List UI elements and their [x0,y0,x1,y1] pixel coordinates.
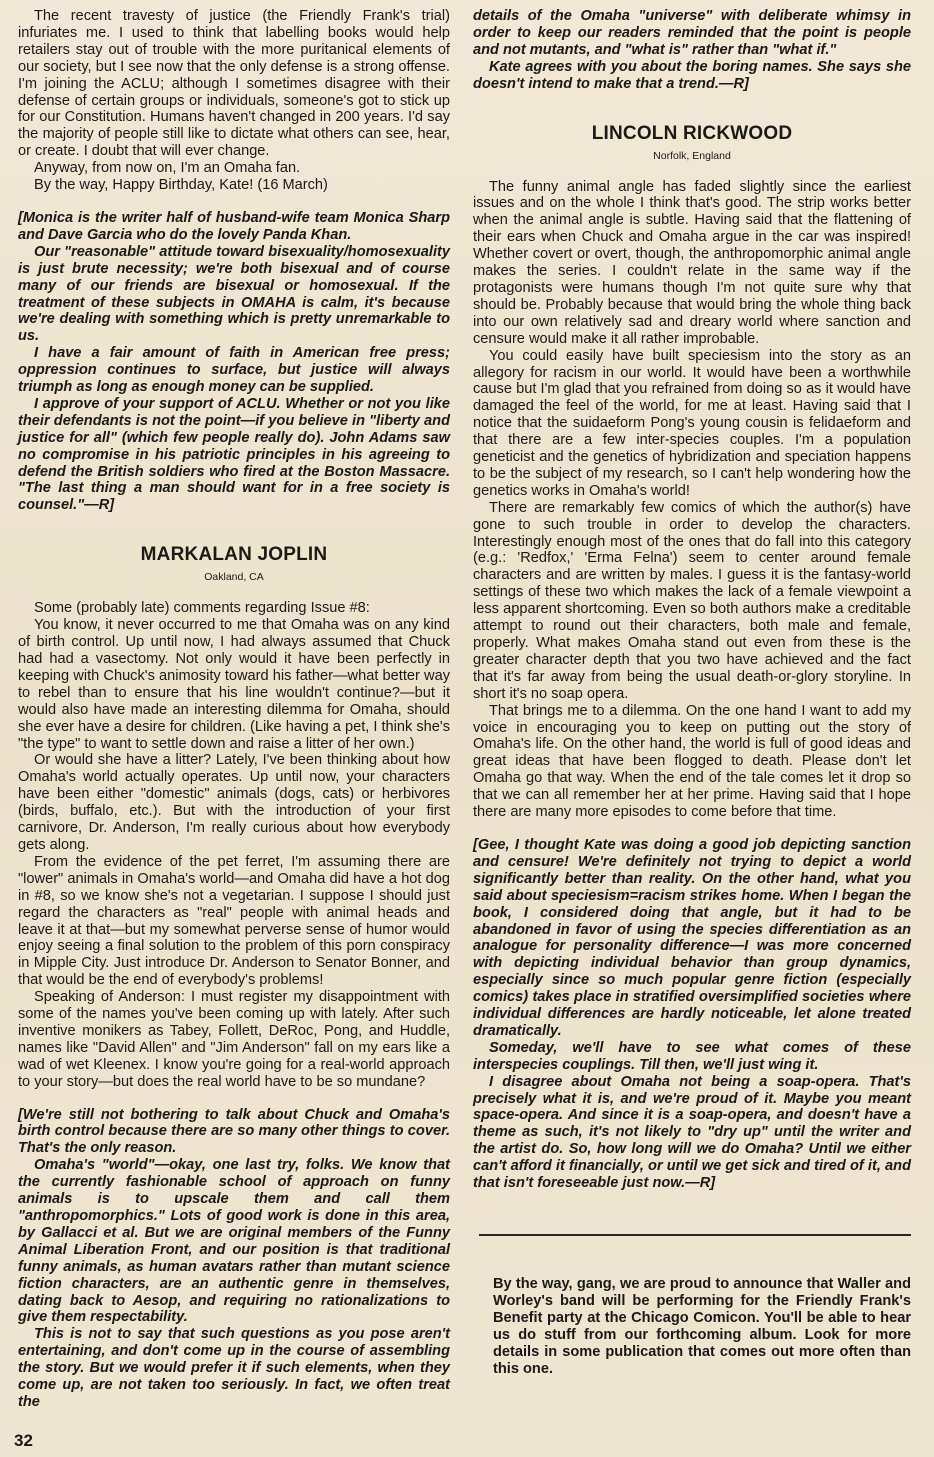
announcement-text: By the way, gang, we are proud to announce that Waller and Worley's band will be performing for the Friendly Frank's Benefit party at the Chicago Comicon. You'll be able to hear us do stuff from our forthcoming album. Look for more details in some publication that comes out more often than this one. [493,1276,911,1377]
reply-paragraph: This is not to say that such questions as you pose aren't entertaining, and don't come up in the course of assembling the story. But we would prefer it if such elements, when they come up, are not taken too seriously. In fact, we often treat the [18,1326,450,1410]
letter-writer-name: LINCOLN RICKWOOD [591,122,793,144]
announcement [473,1276,911,1377]
letter-paragraph: You know, it never occurred to me that Omaha was on any kind of birth control. Up until now, I had always assumed that Chuck had had a vasectomy. Not only would it have been perfectly in keeping with Chuck's animosity toward his father—what better way to rebel than to ensure that his line wouldn't continue?—but it would also have made an interesting dilemma for Omaha, should she ever have a desire for children. (Like having a pet, I think she's "the type" to want to settle down and raise a litter of her own.) [18,617,450,752]
letter-paragraph: Speaking of Anderson: I must register my disappointment with some of the names you've been coming up with lately. After such inventive monikers as Tabey, Follett, DeRoc, Pong, and Huddle, names like "David Allen" and "Jim Anderson" fall on my ears like a wad of wet Kleenex. I know you're going for a real-world approach to your story—but does the real world have to be so mundane? [18,989,450,1090]
letter-paragraph: By the way, Happy Birthday, Kate! (16 March) [34,177,328,194]
editor-reply-1 [18,210,450,514]
letter-writer-name: MARKALAN JOPLIN [140,544,328,566]
letter-paragraph: The recent travesty of justice (the Friendly Frank's trial) infuriates me. I used to think that labelling books would help retailers stay out of trouble with the more puritanical elements of our society, but I see now that the only defense is a strong offense. I'm joining the ACLU; although I sometimes disagree with their defense of certain groups or individuals, someone's got to stick up for our Constitution. Humans haven't changed in 200 years. I'd say the majority of people still like to dictate what others can see, hear, or create. I doubt that will ever change. [18,8,450,160]
right-column [473,8,911,1377]
letter-monica-sharp [18,8,450,194]
letter-paragraph: The funny animal angle has faded slightly since the earliest issues and on the whole I think that's good. The strip works better when the animal angle is subtle. Having said that the flattening of their ears when Chuck and Omaha argue in the car was inspired! Whether covert or overt, though, the anthropomorphic animal angle makes the series. I couldn't relate in the same way if the protagonists were humans though I'm not quite sure why that should be. Probably because that would bring the whole thing back into our own relatively sad and dreary world where sanction and censure would make it all rather improbable. [473,178,911,347]
reply-paragraph: Omaha's "world"—okay, one last try, folks. We know that the currently fashionable school of approach on funny animals is to upscale them and call them "anthropomorphics." Lots of good work is done in this area, by Gallacci et al. But we are original members of the Funny Animal Liberation Front, and our position is that traditional funny animals, as human avatars rather than mutant science fiction characters, are an authentic genre in themselves, dating back to Aesop, and requiring no rationalizations to give them respectability. [18,1157,450,1326]
left-column [18,8,450,1411]
letter-paragraph: From the evidence of the pet ferret, I'm assuming there are "lower" animals in Omaha's world—and Omaha did have a hot dog in #8, so we know she's not a vegetarian. I suppose I should just regard the characters as "real" people with animal heads and leave it at that—but my somewhat perverse sense of humor would enjoy seeing a final solution to the problem of this porn conspiracy in Mipple City. Just introduce Dr. Anderson to Senator Bonner, and that would be the end of everybody's problems! [18,853,450,989]
letter-writer-location: Oakland, CA [204,571,264,584]
reply-paragraph: [Monica is the writer half of husband-wife team Monica Sharp and Dave Garcia who do the lovely Panda Khan. [18,209,450,243]
letter-lincoln-rickwood [473,179,911,821]
editor-reply-2-continued [473,8,911,93]
letter-paragraph: Some (probably late) comments regarding Issue #8: [34,600,370,617]
letter-paragraph: You could easily have built speciesism into the story as an allegory for racism in our world. It would have been a worthwhile cause but I'm glad that you refrained from doing so as it would have damaged the feel of the world, for me at least. Having said that I notice that the suidaeform Pong's young cousin is felidaeform and that there are a few inter-species couples. I'm a population geneticist and the genetics of hybridization and speciation happens to be the subject of my research, so I can't help wondering how the genetics works in Omaha's world! [473,347,911,499]
letter-paragraph: There are remarkably few comics of which the author(s) have gone to such trouble in order to develop the characters. Interestingly enough most of the ones that do fall into this category (e.g.: 'Redfox,' 'Erma Felna') seem to center around female characters and are written by males. I guess it is the fantasy-world settings of these two which makes the lack of a female viewpoint a less apparent shortcoming. Even so both authors make a creditable attempt to round out their characters, both male and female, properly. What makes Omaha stand out even from these is the greater character depth that you two have achieved and the fact that it's far away from being the usual death-or-glory storyline. In short it's no soap opera. [473,499,911,702]
reply-paragraph: Someday, we'll have to see what comes of these interspecies couplings. Till then, we'll just wing it. [473,1039,911,1073]
reply-paragraph: [Gee, I thought Kate was doing a good job depicting sanction and censure! We're definitely not trying to depict a world significantly better than reality. On the other hand, what you said about speciesism=racism strikes home. When I began the book, I considered doing that angle, but it had to be abandoned in favor of using the species differentiation as an analogue for personality difference—I was more concerned with depicting individual behavior than group dynamics, especially since so much popular genre fiction (especially comics) takes place in stratified oversimplified societies where individual differences are hardly noticeable, let alone treated dramatically. [473,836,911,1039]
letter-paragraph: That brings me to a dilemma. On the one hand I want to add my voice in encouraging you to keep on putting out the story of Omaha's life. On the other hand, the world is full of good ideas and great ideas that have been flogged to death. Please don't let Omaha go that way. When the end of the tale comes let it drop so that we can all remember her at her prime. Having said that I hope there are many more episodes to come before that time. [473,702,911,821]
reply-paragraph: I approve of your support of ACLU. Whether or not you like their defendants is not the point—if you believe in "liberty and justice for all" (which few people really do). John Adams saw no compromise in his patriotic principles in his agreeing to defend the British soldiers who fired at the Boston Massacre. "The last thing a man should want for in a free society is counsel."—R] [18,395,450,514]
reply-paragraph: I disagree about Omaha not being a soap-opera. That's precisely what it is, and we're proud of it. Maybe you meant space-opera. And since it is a soap-opera, and doesn't have a theme as such, it's not likely to "dry up" until the writer and the artist do. So, how long will we do Omaha? Until we either can't afford it financially, or until we get sick and tired of it, and that isn't foreseeable just now.—R] [473,1073,911,1192]
letter-paragraph: Or would she have a litter? Lately, I've been thinking about how Omaha's world actually operates. Up until now, your characters have been either "domestic" animals (dogs, cats) or herbivores (birds, buffalo, etc.). But with the introduction of your first carnivore, Dr. Anderson, I'm really curious about how everybody gets along. [18,752,450,853]
letter-paragraph: Anyway, from now on, I'm an Omaha fan. [34,160,301,177]
editor-reply-3 [473,837,911,1192]
reply-paragraph: [We're still not bothering to talk about Chuck and Omaha's birth control because there are so many other things to cover. That's the only reason. [18,1106,450,1157]
reply-paragraph: Our "reasonable" attitude toward bisexuality/homosexuality is just brute necessity; we're both bisexual and of course many of our friends are bisexual or homosexual. If the treatment of these subjects in OMAHA is calm, it's because we're dealing with something which is pretty unremarkable to us. [18,243,450,345]
page-number: 32 [14,1431,33,1450]
reply-paragraph: details of the Omaha "universe" with deliberate whimsy in order to keep our readers reminded that the point is people and not mutants, and "what is" rather than "what if." [473,8,911,58]
letter-writer-location: Norfolk, England [653,149,731,162]
reply-paragraph: I have a fair amount of faith in American free press; oppression continues to surface, but justice will always triumph as long as enough money can be supplied. [18,345,450,396]
editor-reply-2 [18,1107,450,1411]
letter-markalan-joplin [18,600,450,1090]
reply-paragraph: Kate agrees with you about the boring names. She says she doesn't intend to make that a trend.—R] [473,58,911,92]
